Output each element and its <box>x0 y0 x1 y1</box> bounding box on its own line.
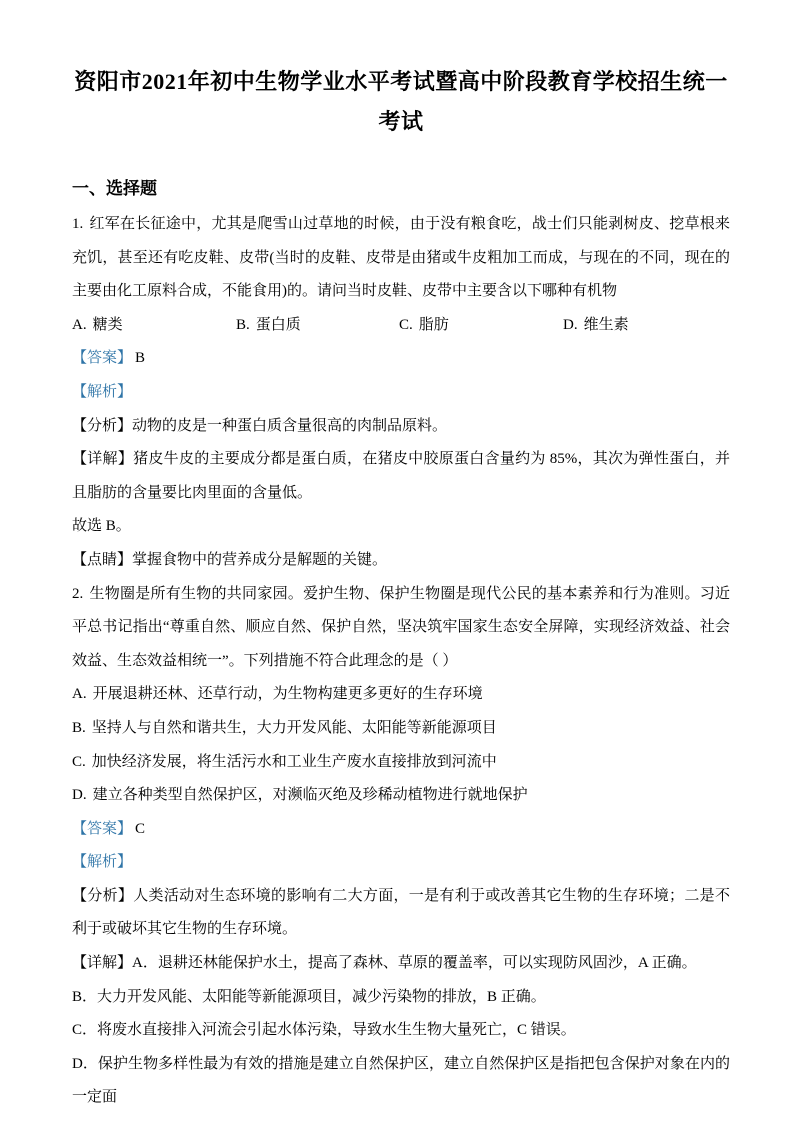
question-2-detail-line-d <box>72 1048 730 1115</box>
question-2 <box>72 578 730 1116</box>
question-2-option-c <box>72 746 730 780</box>
question-2-option-a <box>72 678 730 712</box>
answer-label: 【答案】 <box>72 350 133 367</box>
explanation-text: 猪皮牛皮的主要成分都是蛋白质，在猪皮中胶原蛋白含量约为 85%，其次为弹性蛋白，并且脂肪的含量要比肉里面的含量低。 <box>72 451 730 501</box>
explanation-label: 【详解】 <box>72 955 133 972</box>
option-key: D. <box>72 787 87 804</box>
option-key: C. <box>72 753 86 770</box>
explanation-text: B．大力开发风能、太阳能等新能源项目，减少污染物的排放，B 正确。 <box>72 988 546 1005</box>
option-key: A. <box>72 316 87 333</box>
option-key: B. <box>236 316 250 333</box>
answer-value: C <box>135 820 146 837</box>
explanation-label: 【点睛】 <box>72 551 133 568</box>
explanation-text: A．退耕还林能保护水土，提高了森林、草原的覆盖率，可以实现防风固沙，A 正确。 <box>132 955 697 972</box>
explanation-label: 【分析】 <box>72 887 134 904</box>
jiexi-label: 【解析】 <box>72 854 133 871</box>
option-text: 糖类 <box>92 316 123 333</box>
answer-value: B <box>135 350 146 367</box>
question-2-stem <box>72 578 730 679</box>
question-2-option-b <box>72 712 730 746</box>
option-text: 维生素 <box>583 316 629 333</box>
question-1-text: 红军在长征途中，尤其是爬雪山过草地的时候，由于没有粮食吃，战士们只能剥树皮、挖草根来充饥，甚至还有吃皮鞋、皮带(当时的皮鞋、皮带是由猪或牛皮粗加工而成，与现在的不同，现在的主要由化工原料合成，不能食用)的。请问当时皮鞋、皮带中主要含以下哪种有机物 <box>72 216 730 300</box>
option-key: A. <box>72 686 87 703</box>
jiexi-label: 【解析】 <box>72 383 133 400</box>
answer-label: 【答案】 <box>72 820 133 837</box>
question-1-tip-line <box>72 544 730 578</box>
explanation-text: 动物的皮是一种蛋白质含量很高的肉制品原料。 <box>132 417 448 434</box>
question-2-detail-line-c <box>72 1014 730 1048</box>
question-1-stem <box>72 208 730 309</box>
option-text: 坚持人与自然和谐共生，大力开发风能、太阳能等新能源项目 <box>91 719 497 736</box>
explanation-label: 【分析】 <box>72 417 133 434</box>
question-2-text: 生物圈是所有生物的共同家园。爱护生物、保护生物圈是现代公民的基本素养和行为准则。习近平总书记指出“尊重自然、顺应自然、保护自然，坚决筑牢国家生态安全屏障，实现经济效益、社会效益、生态效益相统一”。下列措施不符合此理念的是（ ） <box>72 585 730 669</box>
question-1-options <box>72 309 730 343</box>
option-key: D. <box>563 316 578 333</box>
question-2-answer-line <box>72 813 730 847</box>
question-1-option-b <box>236 309 399 343</box>
question-2-option-d <box>72 779 730 813</box>
question-2-detail-line-a <box>72 947 730 981</box>
question-2-number: 2. <box>72 585 84 602</box>
question-1-option-d <box>563 309 730 343</box>
explanation-text: 人类活动对生态环境的影响有二大方面，一是有利于或改善其它生物的生存环境；二是不利于或破坏其它生物的生存环境。 <box>72 887 730 938</box>
explanation-text: 故选 B。 <box>72 518 131 535</box>
question-1-option-c <box>399 309 563 343</box>
option-key: C. <box>399 316 413 333</box>
question-1-jiexi-line <box>72 376 730 410</box>
explanation-text: C．将废水直接排入河流会引起水体污染，导致水生生物大量死亡，C 错误。 <box>72 1022 576 1039</box>
option-text: 建立各种类型自然保护区，对濒临灭绝及珍稀动植物进行就地保护 <box>92 787 528 804</box>
question-1-number: 1. <box>72 216 84 232</box>
question-1 <box>72 208 730 578</box>
option-text: 脂肪 <box>418 316 449 333</box>
explanation-text: D．保护生物多样性最为有效的措施是建立自然保护区，建立自然保护区是指把包含保护对象在内的一定面 <box>72 1055 730 1106</box>
section-heading: 一、选择题 <box>72 179 157 198</box>
question-1-option-a <box>72 309 236 343</box>
question-1-conclusion-line <box>72 510 730 544</box>
exam-title: 资阳市2021年初中生物学业水平考试暨高中阶段教育学校招生统一考试 <box>74 69 728 134</box>
option-text: 蛋白质 <box>255 316 301 333</box>
question-2-analysis-line <box>72 880 730 947</box>
question-2-jiexi-line <box>72 846 730 880</box>
question-1-analysis-line <box>72 410 730 444</box>
option-key: B. <box>72 719 86 736</box>
question-1-detail-line <box>72 443 730 510</box>
option-text: 开展退耕还林、还草行动，为生物构建更多更好的生存环境 <box>92 686 483 703</box>
explanation-text: 掌握食物中的营养成分是解题的关键。 <box>132 551 388 568</box>
question-2-detail-line-b <box>72 981 730 1015</box>
option-text: 加快经济发展，将生活污水和工业生产废水直接排放到河流中 <box>91 753 497 770</box>
question-1-answer-line <box>72 342 730 376</box>
explanation-label: 【详解】 <box>72 451 134 468</box>
